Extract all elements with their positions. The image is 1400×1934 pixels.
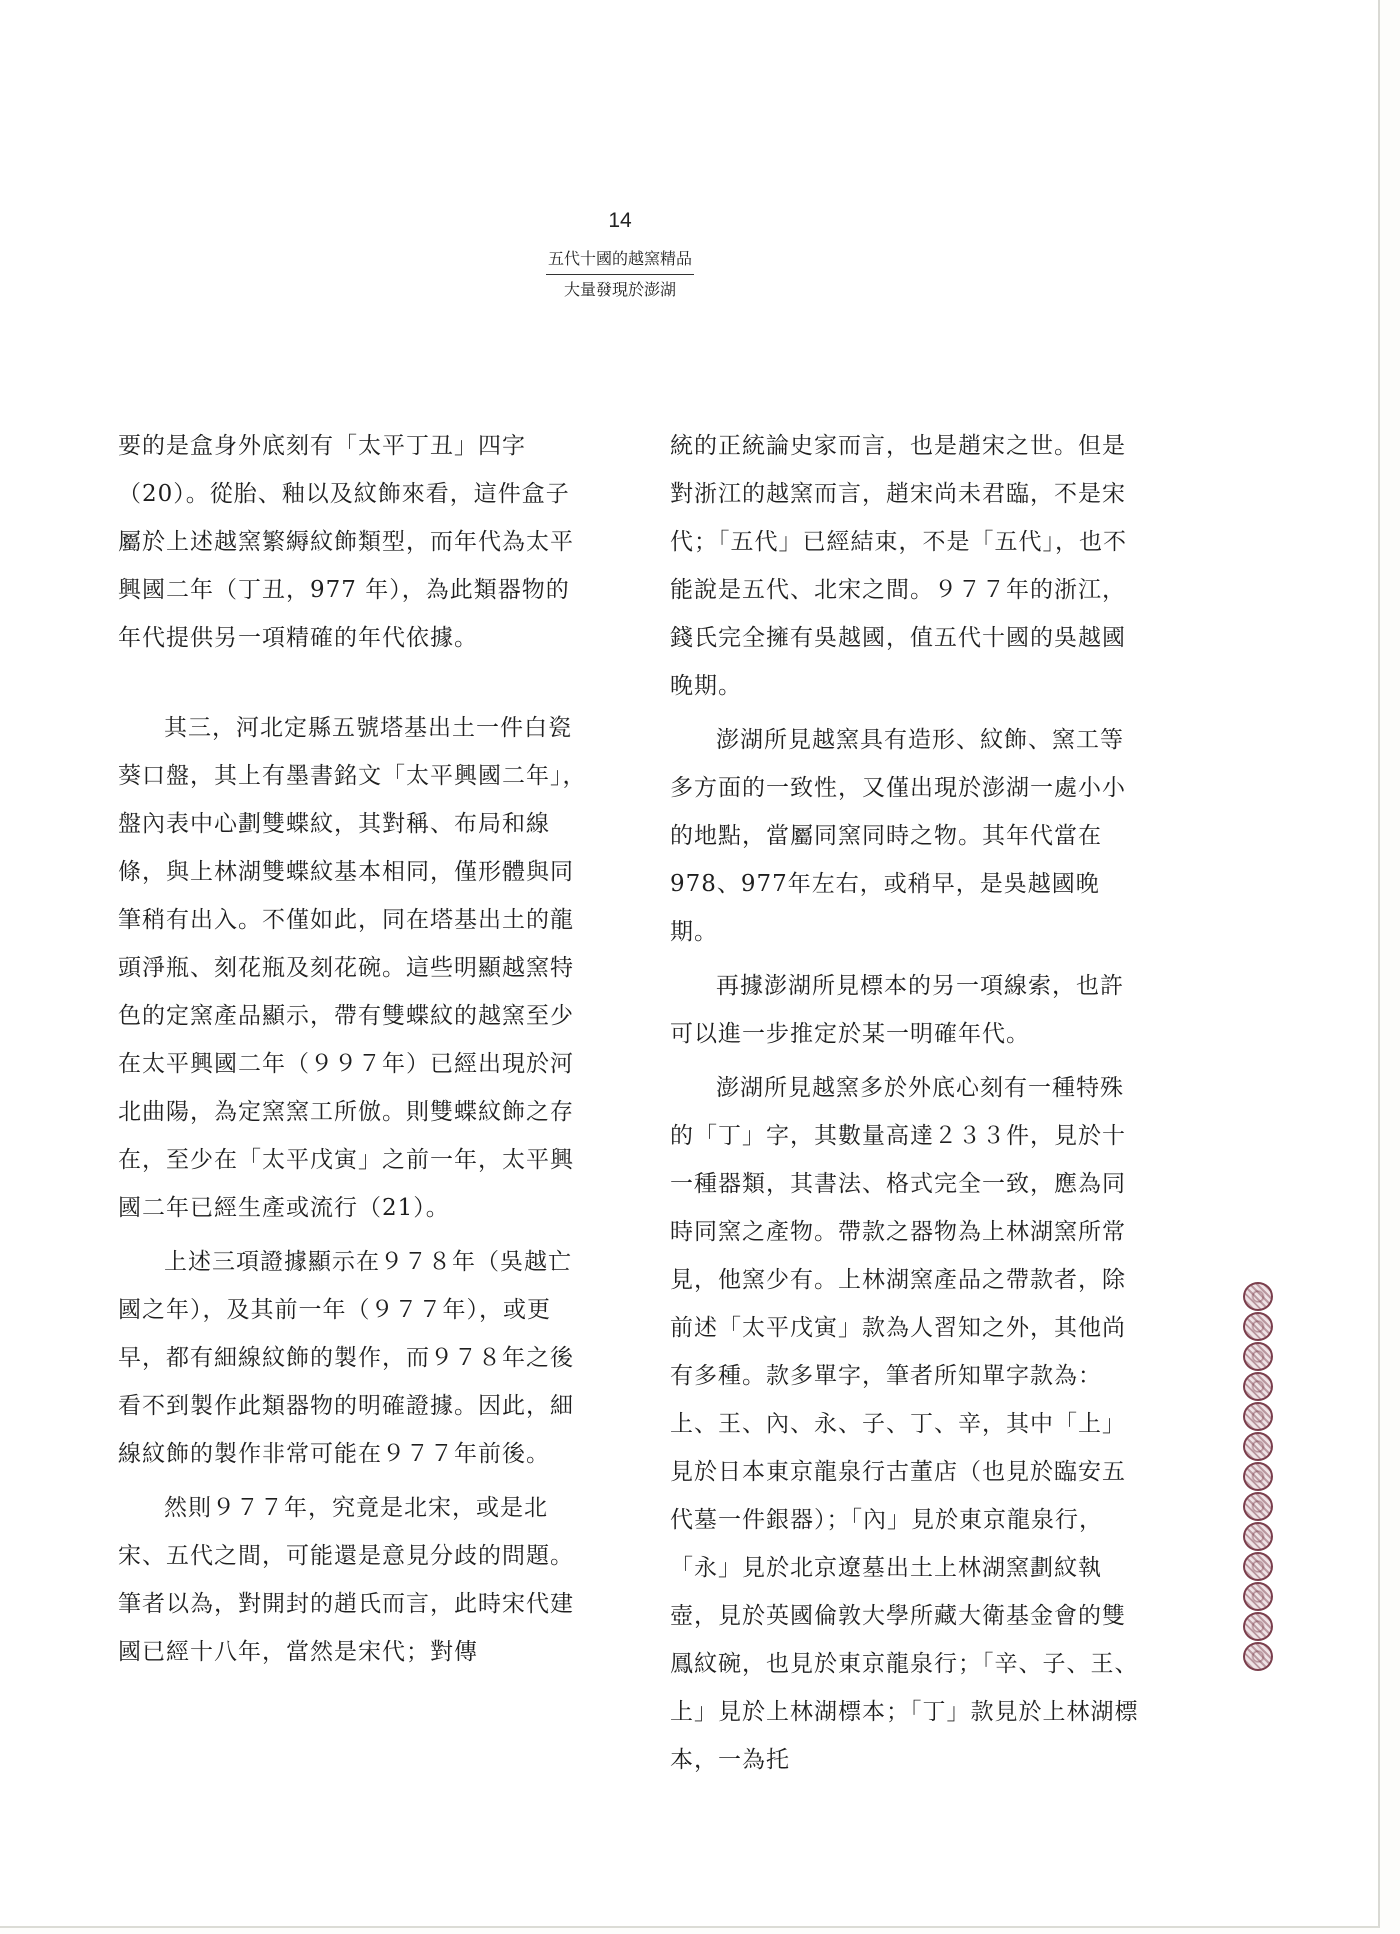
paragraph: 澎湖所見越窯具有造形、紋飾、窯工等多方面的一致性，又僅出現於澎湖一處小小的地點，當屬同窯同時之物。其年代當在978、977年左右，或稍早，是吳越國晚期。: [670, 727, 1126, 945]
page-header: [500, 208, 740, 301]
seal-ornament-icon: [1243, 1642, 1273, 1671]
paragraph: 上述三項證據顯示在９７８年（吳越亡國之年），及其前一年（９７７年），或更早，都有細線紋飾的製作，而９７８年之後看不到製作此類器物的明確證據。因此，細線紋飾的製作非常可能在９７７年前後。: [118, 1249, 574, 1467]
paragraph: 其三，河北定縣五號塔基出土一件白瓷葵口盤，其上有墨書銘文「太平興國二年」，盤內表中心劃雙蝶紋，其對稱、布局和線條，與上林湖雙蝶紋基本相同，僅形體與同筆稍有出入。不僅如此，同在塔基出土的龍頭淨瓶、刻花瓶及刻花碗。這些明顯越窯特色的定窯產品顯示，帶有雙蝶紋的越窯至少在太平興國二年（９９７年）已經出現於河北曲陽，為定窯窯工所倣。則雙蝶紋飾之存在，至少在「太平戊寅」之前一年，太平興國二年已經生產或流行（21）。: [118, 715, 587, 1221]
seal-ornament-icon: [1243, 1372, 1273, 1401]
left-text-column: [118, 422, 588, 1676]
paragraph: 要的是盒身外底刻有「太平丁丑」四字（20）。從胎、釉以及紋飾來看，這件盒子屬於上述越窯繁縟紋飾類型，而年代為太平興國二年（丁丑，977 年），為此類器物的年代提供另一項精確的年代依據。: [118, 433, 574, 651]
paragraph: 再據澎湖所見標本的另一項線索，也許可以進一步推定於某一明確年代。: [670, 973, 1124, 1047]
seal-ornament-icon: [1243, 1522, 1273, 1551]
seal-ornament-icon: [1243, 1492, 1273, 1521]
decorative-seal-strip: [1243, 1282, 1273, 1672]
seal-ornament-icon: [1243, 1282, 1273, 1311]
page-number: 14: [608, 209, 632, 232]
right-text-column: [670, 422, 1140, 1784]
paragraph: 然則９７７年，究竟是北宋，或是北宋、五代之間，可能還是意見分歧的問題。筆者以為，對開封的趙氏而言，此時宋代建國已經十八年，當然是宋代；對傳: [118, 1495, 574, 1665]
paragraph: 澎湖所見越窯多於外底心刻有一種特殊的「丁」字，其數量高達２３３件，見於十一種器類，其書法、格式完全一致，應為同時同窯之產物。帶款之器物為上林湖窯所常見，他窯少有。上林湖窯產品之帶款者，除前述「太平戊寅」款為人習知之外，其他尚有多種。款多單字，筆者所知單字款為：上、王、內、永、子、丁、辛，其中「上」見於日本東京龍泉行古董店（也見於臨安五代墓一件銀器）；「內」見於東京龍泉行，「永」見於北京遼墓出土上林湖窯劃紋執壺，見於英國倫敦大學所藏大衛基金會的雙鳳紋碗，也見於東京龍泉行；「辛、子、王、上」見於上林湖標本；「丁」款見於上林湖標本，一為托: [670, 1075, 1139, 1773]
seal-ornament-icon: [1243, 1402, 1273, 1431]
paragraph: 統的正統論史家而言，也是趙宋之世。但是對浙江的越窯而言，趙宋尚未君臨，不是宋代；「五代」已經結束，不是「五代」，也不能說是五代、北宋之間。９７７年的浙江，錢氏完全擁有吳越國，值五代十國的吳越國晚期。: [670, 433, 1127, 699]
seal-ornament-icon: [1243, 1612, 1273, 1641]
seal-ornament-icon: [1243, 1582, 1273, 1611]
running-title-line-1: 五代十國的越窯精品: [546, 248, 694, 275]
seal-ornament-icon: [1243, 1432, 1273, 1461]
seal-ornament-icon: [1243, 1462, 1273, 1491]
seal-ornament-icon: [1243, 1342, 1273, 1371]
seal-ornament-icon: [1243, 1552, 1273, 1581]
seal-ornament-icon: [1243, 1312, 1273, 1341]
running-title-line-2: 大量發現於澎湖: [563, 280, 676, 299]
